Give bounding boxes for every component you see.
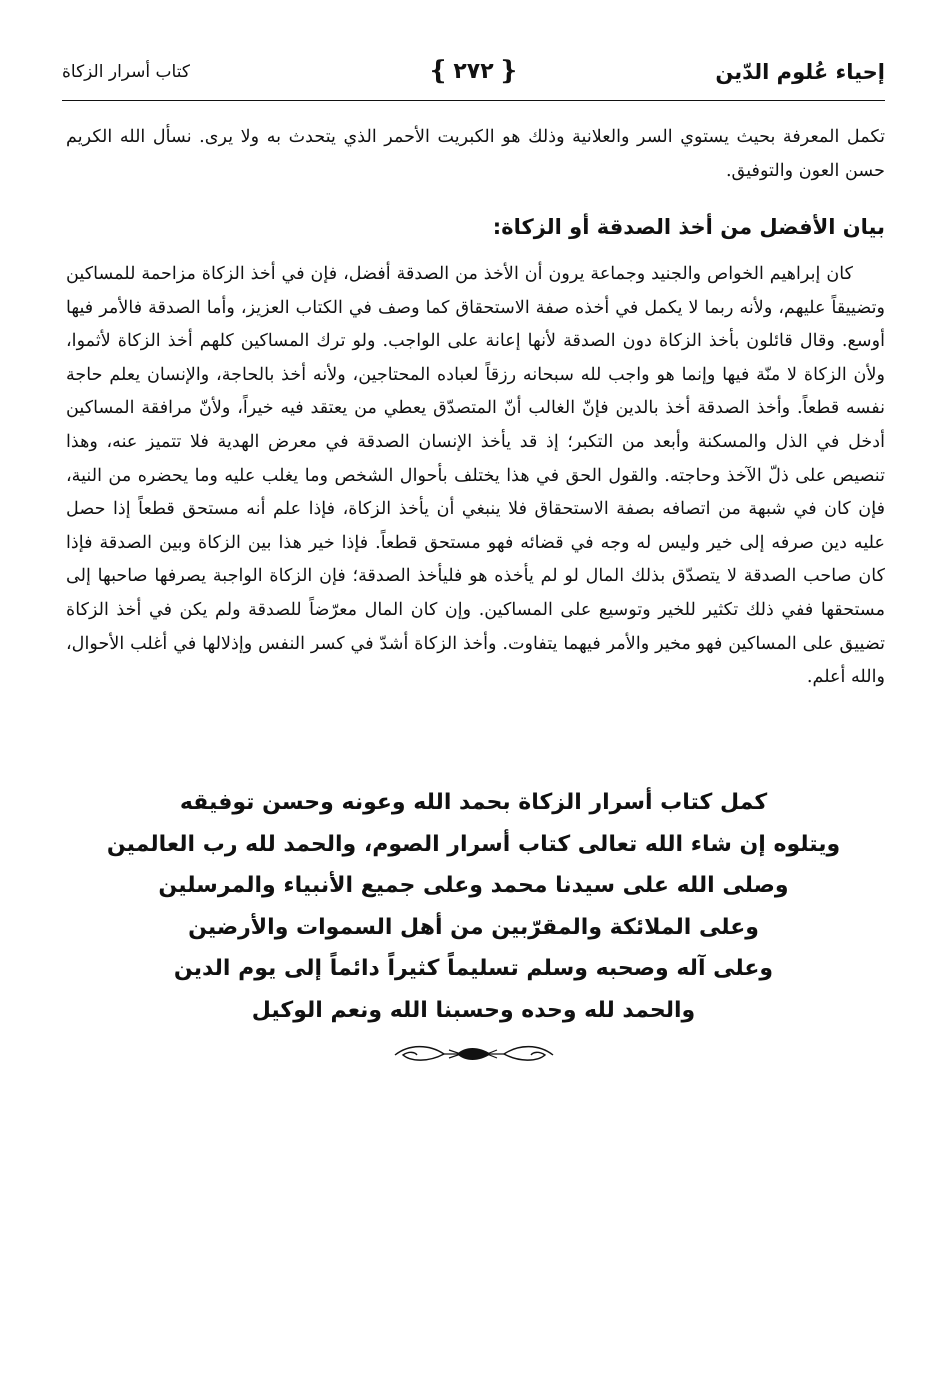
page-header [62, 58, 885, 98]
page-number-box [428, 58, 520, 84]
ornamental-bracket-icon: ❴ [427, 56, 450, 86]
ornamental-bracket-icon: ❵ [497, 56, 520, 86]
body-paragraph: كان إبراهيم الخواص والجنيد وجماعة يرون أن الأخذ من الصدقة أفضل، فإن في أخذ الزكاة مزاحمة للمساكين وتضييقاً عليهم، ولأنه ربما لا يكمل في أخذه صفة الاستحقاق كما وصف في الكتاب العزيز، وأما الصدقة فالأمر فيها أوسع. وقال قائلون بأخذ الزكاة دون الصدقة لأنها إعانة على الواجب. ولو ترك المساكين كلهم أخذ الزكاة لأثموا، ولأن الزكاة لا منّة فيها وإنما هو واجب لله سبحانه رزقاً لعباده المحتاجين، ولأنه أخذ بالحاجة، والإنسان يعلم حاجة نفسه قطعاً. وأخذ الصدقة أخذ بالدين فإنّ الغالب أنّ المتصدّق يعطي من يعتقد فيه خيراً، ولأنّ مرافقة المساكين أدخل في الذل والمسكنة وأبعد من التكبر؛ إذ قد يأخذ الإنسان الصدقة في معرض الهدية فلا تتميز عنه، وهذا تنصيص على ذلّ الآخذ وحاجته. والقول الحق في هذا يختلف بأحوال الشخص وما يغلب عليه وما يحضره من النية، فإن كان في شبهة من اتصافه بصفة الاستحقاق فلا ينبغي أن يأخذ الزكاة، فإذا علم أنه مستحق قطعاً إذا حصل عليه دين صرفه إلى خير وليس له وجه في قضائه فهو مستحق قطعاً. فإذا خير هذا بين الزكاة وبين الصدقة فإذا كان صاحب الصدقة لا يتصدّق بذلك المال لو لم يأخذه هو فليأخذ الصدقة؛ فإن الزكاة الواجبة يصرفها صاحبها إلى مستحقها ففي ذلك تكثير للخير وتوسيع على المساكين. وإن كان المال معرّضاً للصدقة ولم يكن في أخذ الزكاة تضييق على المساكين فهو مخير والأمر فيهما يتفاوت. وأخذ الزكاة أشدّ في كسر النفس وإذلالها في أغلب الأحوال، والله أعلم. [66, 264, 885, 688]
colophon-line: وصلى الله على سيدنا محمد وعلى جميع الأنبياء والمرسلين [158, 873, 789, 898]
section-heading: بيان الأفضل من أخذ الصدقة أو الزكاة: [492, 215, 885, 239]
colophon [90, 782, 857, 1031]
colophon-line: ويتلوه إن شاء الله تعالى كتاب أسرار الصوم، والحمد لله رب العالمين [106, 831, 841, 857]
book-title: إحياء عُلوم الدّين [715, 60, 885, 84]
colophon-line: وعلى الملائكة والمقرّبين من أهل السموات والأرضين [188, 914, 759, 940]
section-body [66, 258, 885, 695]
colophon-line: والحمد لله وحده وحسبنا الله ونعم الوكيل [251, 997, 696, 1023]
ornament-icon [389, 1040, 559, 1068]
intro-paragraph [66, 121, 885, 188]
header-divider [62, 100, 885, 101]
colophon-line: كمل كتاب أسرار الزكاة بحمد الله وعونه وحسن توفيقه [179, 790, 768, 815]
page-number: ٢٧٢ [453, 58, 494, 84]
intro-text: تكمل المعرفة بحيث يستوي السر والعلانية وذلك هو الكبريت الأحمر الذي يتحدث به ولا يرى. نسأل الله الكريم حسن العون والتوفيق. [66, 127, 885, 181]
colophon-line: وعلى آله وصحبه وسلم تسليماً كثيراً دائماً إلى يوم الدين [173, 956, 774, 981]
section-running-title: كتاب أسرار الزكاة [62, 62, 190, 82]
